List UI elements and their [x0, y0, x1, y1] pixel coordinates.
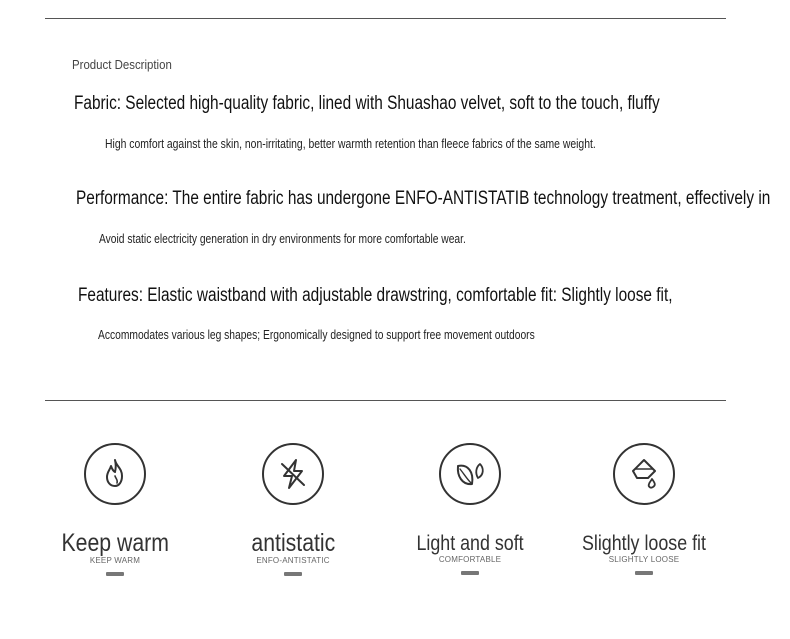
feature-dash	[635, 571, 653, 575]
feature-dash	[106, 572, 124, 576]
leaf-icon	[439, 443, 501, 505]
fabric-detail-line: High comfort against the skin, non-irritating, better warmth retention than fleece fabrics of the same weight.	[105, 136, 596, 151]
feature-dash	[461, 571, 479, 575]
feature-title: Light and soft	[416, 532, 524, 555]
feature-subtitle: ENFO-ANTISTATIC	[256, 556, 330, 565]
middle-divider	[45, 400, 726, 401]
feature-keep-warm	[25, 440, 205, 576]
feature-title: antistatic	[251, 529, 335, 557]
feature-title: Slightly loose fit	[581, 532, 707, 555]
fabric-line: Fabric: Selected high-quality fabric, lined with Shuashao velvet, soft to the touch, fluffy	[74, 93, 660, 114]
feature-loose-fit	[554, 440, 734, 575]
feature-subtitle: KEEP WARM	[89, 556, 141, 565]
feature-dash	[284, 572, 302, 576]
feature-subtitle: COMFORTABLE	[438, 555, 502, 564]
section-title: Product Description	[72, 57, 172, 72]
lightning-icon	[262, 443, 324, 505]
droplet-bucket-icon	[613, 443, 675, 505]
feature-title: Keep warm	[61, 529, 169, 557]
performance-detail-line: Avoid static electricity generation in dry environments for more comfortable wear.	[99, 231, 466, 246]
features-detail-line: Accommodates various leg shapes; Ergonomically designed to support free movement outdoors	[98, 327, 535, 342]
feature-light-soft	[380, 440, 560, 575]
top-divider	[45, 18, 726, 19]
performance-line: Performance: The entire fabric has undergone ENFO-ANTISTATIB technology treatment, effectively in	[76, 188, 771, 209]
flame-icon	[84, 443, 146, 505]
feature-subtitle: SLIGHTLY LOOSE	[608, 555, 680, 564]
features-line: Features: Elastic waistband with adjustable drawstring, comfortable fit: Slightly loose fit,	[78, 285, 673, 306]
feature-antistatic	[203, 440, 383, 576]
